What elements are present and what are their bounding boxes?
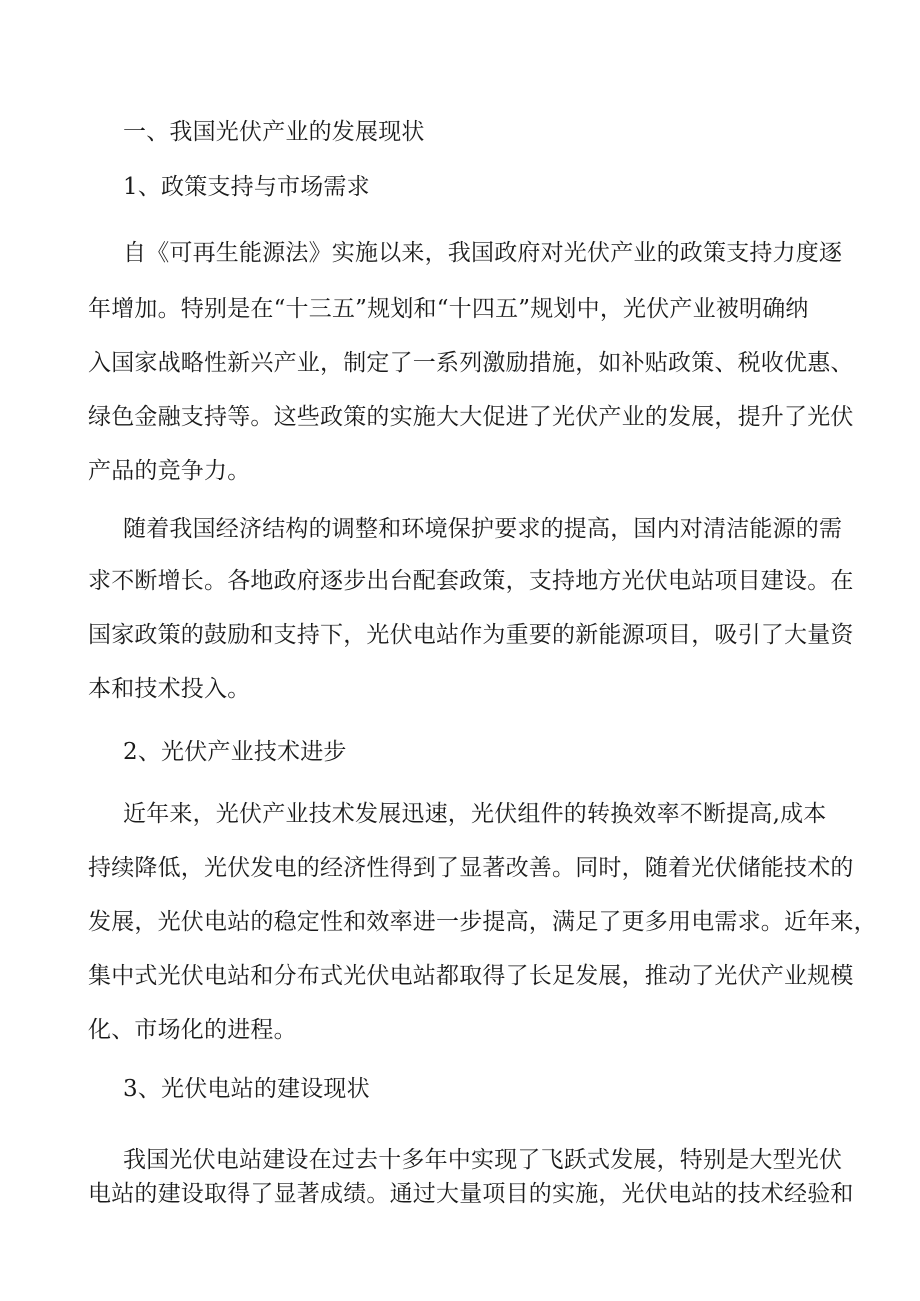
paragraph-line: 持续降低，光伏发电的经济性得到了显著改善。同时，随着光伏储能技术的	[88, 855, 854, 881]
paragraph-line: 我国光伏电站建设在过去十多年中实现了飞跃式发展，特别是大型光伏	[123, 1147, 843, 1173]
paragraph-line: 集中式光伏电站和分布式光伏电站都取得了长足发展，推动了光伏产业规模	[88, 963, 854, 989]
paragraph-line: 产品的竞争力。	[88, 458, 251, 484]
paragraph-line: 电站的建设取得了显著成绩。通过大量项目的实施，光伏电站的技术经验和	[88, 1181, 854, 1207]
paragraph-line: 年增加。特别是在“十三五”规划和“十四五”规划中，光伏产业被明确纳	[88, 296, 809, 322]
paragraph-line: 入国家战略性新兴产业，制定了一系列激励措施，如补贴政策、税收优惠、	[88, 350, 854, 376]
paragraph-line: 本和技术投入。	[88, 676, 251, 702]
subsection-heading-3: 3、光伏电站的建设现状	[123, 1076, 370, 1102]
paragraph-line: 绿色金融支持等。这些政策的实施大大促进了光伏产业的发展，提升了光伏	[88, 404, 854, 430]
subsection-heading-2: 2、光伏产业技术进步	[123, 739, 347, 765]
paragraph-line: 国家政策的鼓励和支持下，光伏电站作为重要的新能源项目，吸引了大量资	[88, 622, 854, 648]
paragraph-line: 化、市场化的进程。	[88, 1017, 297, 1043]
paragraph-line: 近年来，光伏产业技术发展迅速，光伏组件的转换效率不断提高,成本	[123, 801, 827, 827]
paragraph-line: 随着我国经济结构的调整和环境保护要求的提高，国内对清洁能源的需	[123, 516, 843, 542]
section-heading: 一、我国光伏产业的发展现状	[123, 119, 425, 145]
paragraph-line: 自《可再生能源法》实施以来，我国政府对光伏产业的政策支持力度逐	[123, 240, 843, 266]
paragraph-line: 求不断增长。各地政府逐步出台配套政策，支持地方光伏电站项目建设。在	[88, 568, 854, 594]
subsection-heading-1: 1、政策支持与市场需求	[123, 174, 370, 200]
paragraph-line: 发展，光伏电站的稳定性和效率进一步提高，满足了更多用电需求。近年来，	[88, 909, 877, 935]
